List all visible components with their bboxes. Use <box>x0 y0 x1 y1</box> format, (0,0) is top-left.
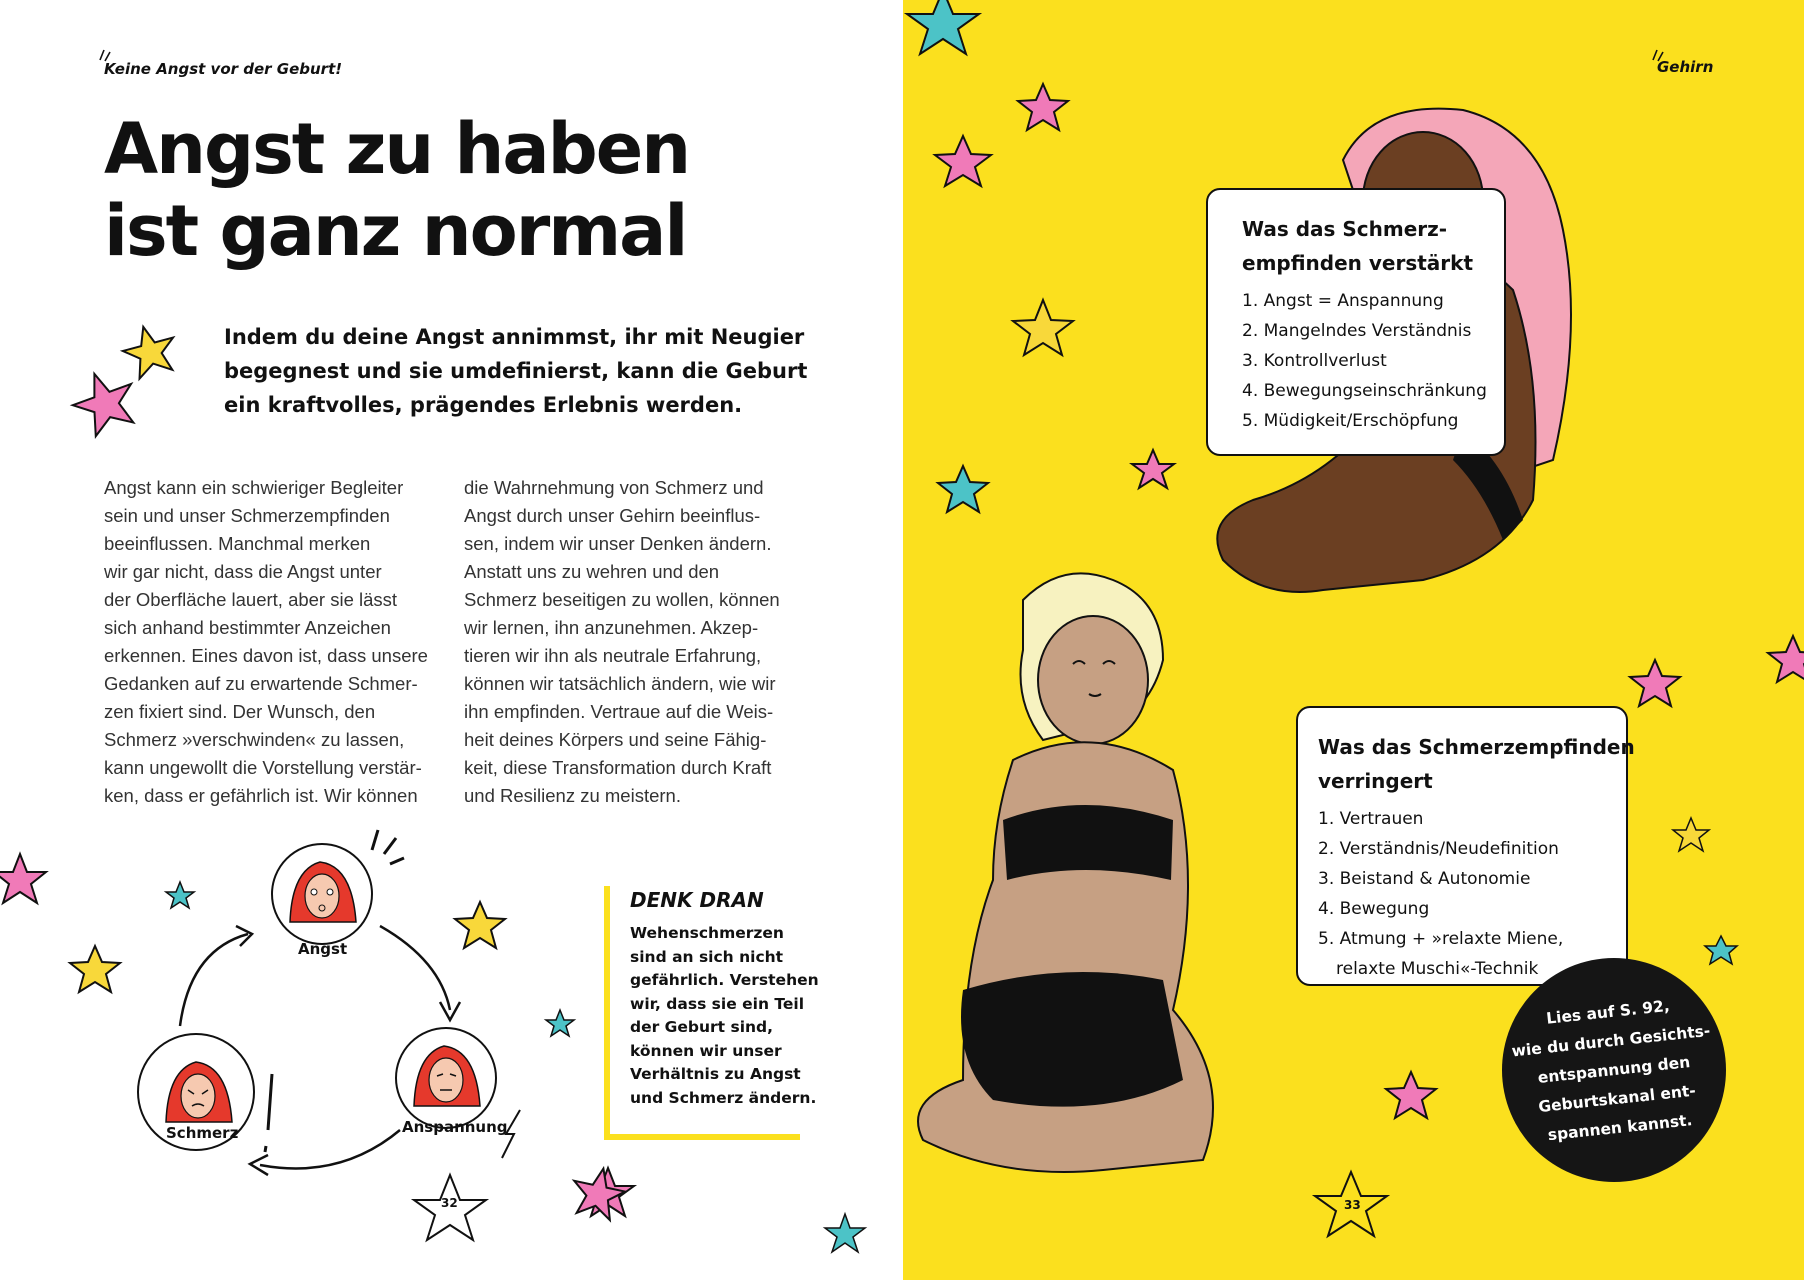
remember-line: sind an sich nicht <box>630 947 784 966</box>
star-icon <box>1768 636 1804 682</box>
remember-line: wir, dass sie ein Teil <box>630 994 805 1013</box>
star-icon <box>820 1210 870 1260</box>
star-icon <box>0 854 46 903</box>
circle-line: spannen kannst. <box>1546 1110 1694 1144</box>
list-item: 5. Atmung + »relaxte Miene, <box>1318 929 1564 949</box>
star-icon <box>1630 660 1680 706</box>
box-list <box>1318 804 1626 984</box>
list-item: 3. Kontrollverlust <box>1242 351 1387 371</box>
star-icon <box>70 946 120 992</box>
body-column-1 <box>104 474 434 810</box>
body-line: Gedanken auf zu erwartende Schmer- <box>104 673 418 694</box>
body-line: Angst durch unser Gehirn beeinflus- <box>464 505 761 526</box>
body-line: ken, dass er gefährlich ist. Wir können <box>104 785 418 806</box>
info-box-decrease <box>1296 706 1635 986</box>
lead-line: begegnest und sie umdefinierst, kann die Geburt <box>224 359 808 383</box>
list-item: 3. Beistand & Autonomie <box>1318 869 1531 889</box>
body-line: Angst kann ein schwieriger Begleiter <box>104 477 404 498</box>
remember-line: gefährlich. Verstehen <box>630 971 819 989</box>
cycle-label-pain: Schmerz <box>166 1124 239 1142</box>
remember-line: der Geburt sind, <box>630 1018 774 1036</box>
briefs <box>961 972 1183 1107</box>
star-icon <box>455 902 505 948</box>
page-title <box>104 108 864 272</box>
star-icon <box>935 136 991 186</box>
head <box>1038 616 1148 744</box>
running-head: Keine Angst vor der Geburt! <box>104 60 343 78</box>
running-head: Gehirn <box>1657 58 1714 76</box>
star-icon <box>568 1164 628 1224</box>
star-icon <box>1132 450 1174 488</box>
remember-text <box>630 922 819 1110</box>
remember-line: können wir unser <box>630 1041 782 1060</box>
list-item: 1. Vertrauen <box>1318 809 1424 829</box>
body-line: keit, diese Transformation durch Kraft <box>464 757 772 778</box>
list-item: 4. Bewegungseinschränkung <box>1242 381 1487 401</box>
body-line: Anstatt uns zu wehren und den <box>464 561 720 582</box>
body-line: der Oberfläche lauert, aber sie lässt <box>104 589 398 610</box>
circle-line: entspannung den <box>1536 1052 1691 1087</box>
body-line: heit deines Körpers und seine Fähig- <box>464 729 767 750</box>
list-item: 2. Mangelndes Verständnis <box>1242 321 1472 341</box>
body-line: wir gar nicht, dass die Angst unter <box>104 561 382 582</box>
title-line: Angst zu haben <box>104 108 690 190</box>
right-page <box>903 0 1804 1280</box>
star-icon <box>166 882 194 908</box>
box-title <box>1318 730 1635 798</box>
star-icon <box>546 1010 574 1036</box>
bra <box>1003 805 1173 880</box>
remember-line: Wehenschmerzen <box>630 924 784 942</box>
box-title-line: Was das Schmerz- <box>1242 217 1448 241</box>
box-title-line: verringert <box>1318 769 1433 793</box>
remember-title: DENK DRAN <box>630 888 764 912</box>
circle-line: Geburtskanal ent- <box>1537 1081 1697 1116</box>
star-icon <box>1386 1072 1436 1118</box>
circle-line: wie du durch Gesichts- <box>1510 1021 1712 1061</box>
body-line: ihn empfinden. Vertraue auf die Weis- <box>464 701 774 722</box>
cycle-label-fear: Angst <box>298 940 348 958</box>
body-line: wir lernen, ihn anzunehmen. Akzep- <box>464 617 759 638</box>
star-icon <box>1705 936 1737 964</box>
body-line: tieren wir ihn als neutrale Erfahrung, <box>464 645 762 666</box>
star-icon <box>1673 818 1709 851</box>
body-line: kann ungewollt die Vorstellung verstär- <box>104 757 422 778</box>
body-line: erkennen. Eines davon ist, dass unsere <box>104 645 428 666</box>
body-line: und Resilienz zu meistern. <box>464 785 681 806</box>
box-title-line: empfinden verstärkt <box>1242 251 1474 275</box>
star-icon <box>938 466 988 512</box>
box-list <box>1242 286 1504 436</box>
body-line: Schmerz beseitigen zu wollen, können <box>464 589 780 610</box>
body-line: Schmerz »verschwinden« zu lassen, <box>104 729 405 750</box>
title-line: ist ganz normal <box>104 190 687 272</box>
lead-line: Indem du deine Angst annimmst, ihr mit Neugier <box>224 325 805 349</box>
lead-paragraph <box>224 320 808 422</box>
box-title <box>1242 212 1504 280</box>
list-item: relaxte Muschi«-Technik <box>1336 959 1539 979</box>
lead-line: ein kraftvolles, prägendes Erlebnis werden. <box>224 393 743 417</box>
list-item: 4. Bewegung <box>1318 899 1430 919</box>
list-item: 5. Müdigkeit/Erschöpfung <box>1242 411 1459 431</box>
body-column-2 <box>464 474 794 810</box>
star-icon <box>1013 300 1073 355</box>
page-number: 32 <box>441 1196 458 1210</box>
star-icon <box>907 0 979 54</box>
cycle-label-tension: Anspannung <box>402 1118 508 1136</box>
circle-line: Lies auf S. 92, <box>1545 996 1671 1028</box>
body-line: sen, indem wir unser Denken ändern. <box>464 533 772 554</box>
star-icon <box>1018 84 1068 130</box>
body-line: können wir tatsächlich ändern, wie wir <box>464 673 776 694</box>
star-icon <box>70 368 140 438</box>
remember-line: Verhältnis zu Angst <box>630 1065 801 1083</box>
fear-cycle-diagram <box>0 830 600 1280</box>
body-line: die Wahrnehmung von Schmerz und <box>464 477 764 498</box>
remember-line: und Schmerz ändern. <box>630 1088 817 1107</box>
box-title-line: Was das Schmerzempfinden <box>1318 735 1635 759</box>
body-line: beeinflussen. Manchmal merken <box>104 533 371 554</box>
list-item: 2. Verständnis/Neudefinition <box>1318 839 1559 859</box>
body-line: zen fixiert sind. Der Wunsch, den <box>104 701 376 722</box>
list-item: 1. Angst = Anspannung <box>1242 291 1444 311</box>
info-box-increase <box>1206 188 1506 456</box>
body-line: sich anhand bestimmter Anzeichen <box>104 617 391 638</box>
body-line: sein und unser Schmerzempfinden <box>104 505 390 526</box>
page-number: 33 <box>1344 1198 1361 1212</box>
